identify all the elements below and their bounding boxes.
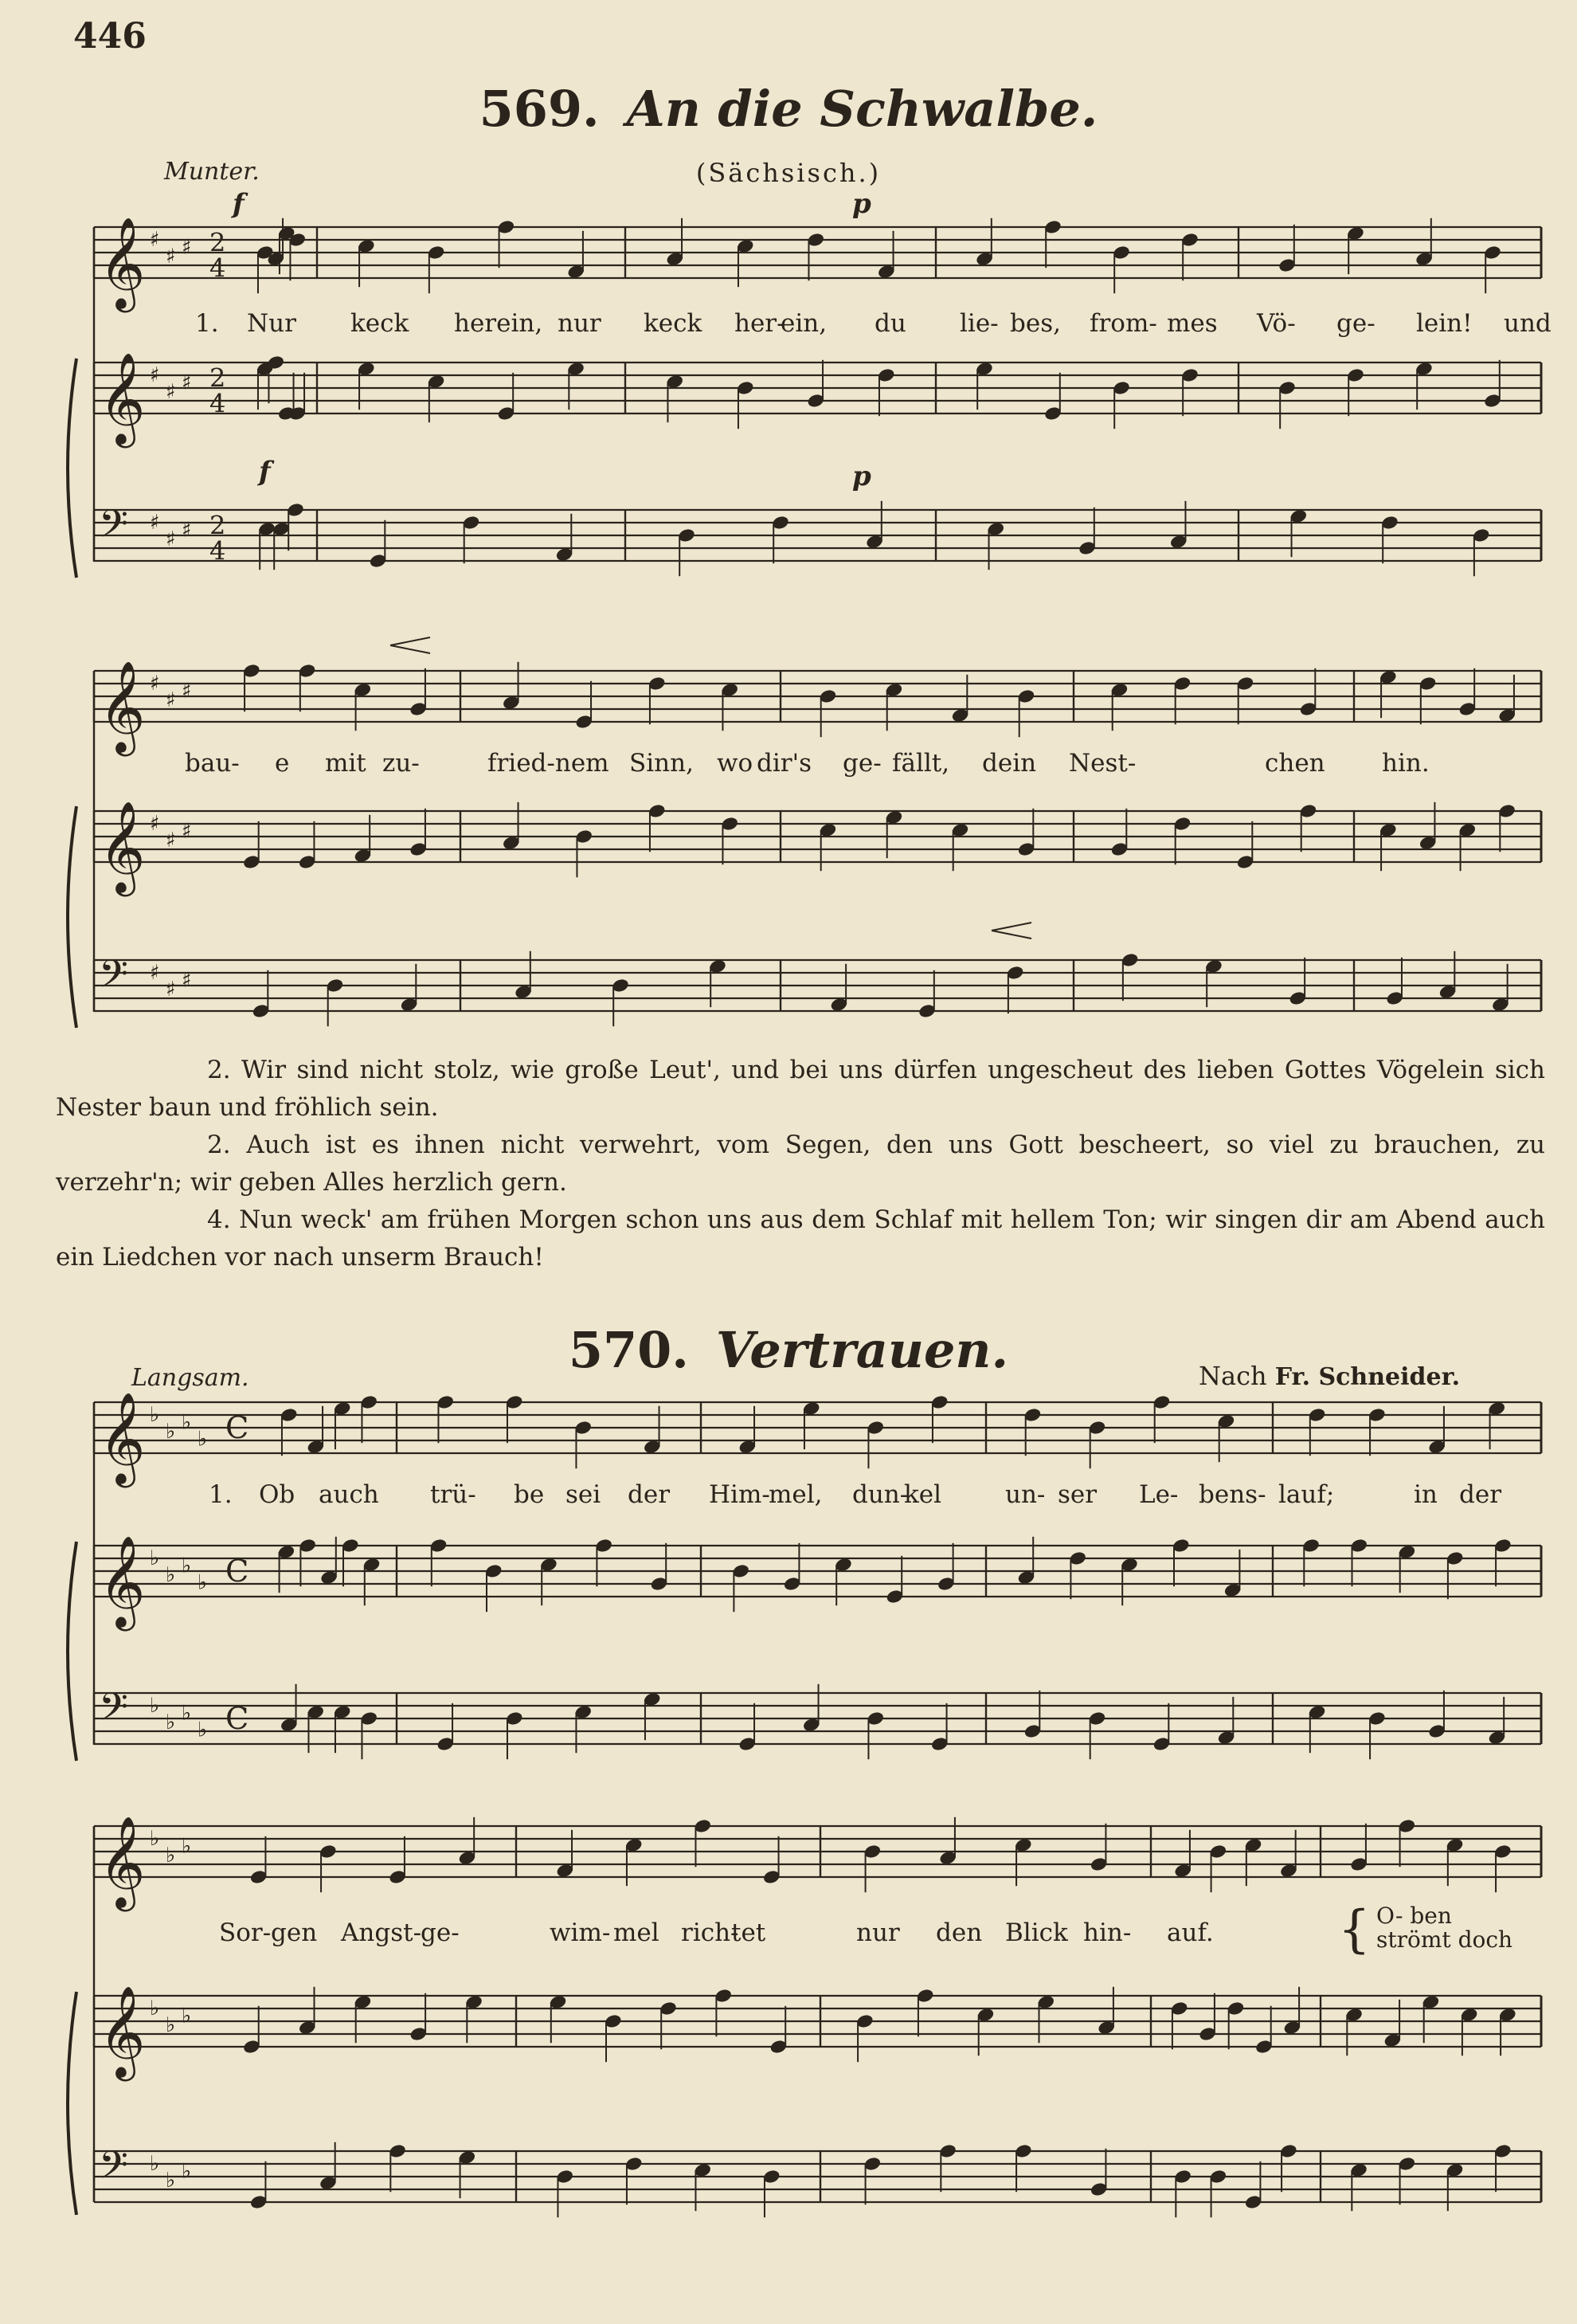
flat-icon: ♭ — [166, 2168, 176, 2193]
sharp-icon: ♯ — [150, 363, 160, 387]
lyric-syllable: ge- — [843, 749, 882, 778]
lyric-alt-1: O- ben — [1376, 1903, 1452, 1929]
lyric-syllable: Him- — [709, 1480, 770, 1509]
lyric-syllable: lauf; — [1278, 1480, 1335, 1509]
flat-icon: ♭ — [166, 1562, 176, 1587]
flat-icon: ♭ — [182, 1834, 192, 1859]
common-time-icon: C — [225, 1700, 249, 1737]
lyric-syllable: Sinn, — [629, 749, 694, 778]
sharp-icon: ♯ — [182, 819, 192, 844]
staff — [94, 671, 1541, 722]
time-sig-numerator: 2 — [209, 510, 226, 541]
lyric-syllable: Vö- — [1257, 309, 1296, 338]
lyric-syllable: dein — [982, 749, 1037, 778]
song-570-number: 570. — [568, 1321, 689, 1379]
staff — [94, 510, 1541, 561]
flat-icon: ♭ — [150, 1546, 160, 1570]
sharp-icon: ♯ — [166, 828, 176, 852]
lyric-syllable: mes — [1167, 309, 1218, 338]
bass-clef-icon: 𝄢 — [99, 2143, 129, 2197]
lyric-syllable: du — [875, 309, 906, 338]
staff — [94, 1996, 1541, 2047]
flat-icon: ♭ — [182, 1554, 192, 1578]
lyric-syllable: nur — [558, 309, 601, 338]
lyric-syllable: Nur — [247, 309, 296, 338]
lyric-syllable: wim- — [550, 1918, 611, 1947]
flat-icon: ♭ — [166, 2012, 176, 2037]
flat-icon: ♭ — [150, 1997, 160, 2020]
flat-icon: ♭ — [198, 1427, 208, 1452]
verse-4: 4. Nun weck' am frühen Morgen schon uns aus dem Schlaf mit hellem Ton; wir singen dir am Abend auch ein Liedchen vor nach unserm Brauch! — [56, 1205, 1545, 1272]
lyric-syllable: chen — [1265, 749, 1325, 778]
system-brace — [68, 359, 76, 578]
lyric-syllable: un- — [1005, 1480, 1046, 1509]
staff — [94, 1826, 1541, 1877]
song-569-subtitle: (Sächsisch.) — [695, 158, 882, 188]
sharp-icon: ♯ — [182, 968, 192, 993]
page-number: 446 — [73, 16, 147, 57]
common-time-icon: C — [225, 1409, 249, 1446]
sharp-icon: ♯ — [150, 228, 160, 252]
lyric-syllable: hin. — [1382, 749, 1430, 778]
sharp-icon: ♯ — [166, 688, 176, 712]
lyric-syllable: Le- — [1139, 1480, 1179, 1509]
lyric-syllable: ge- — [421, 1918, 460, 1947]
sharp-icon: ♯ — [166, 977, 176, 1001]
flat-icon: ♭ — [198, 1570, 208, 1595]
lyric-syllable: hin- — [1083, 1918, 1132, 1947]
time-sig-denominator: 4 — [209, 535, 226, 566]
staff — [94, 811, 1541, 862]
lyric-syllable: den — [936, 1918, 983, 1947]
lyric-syllable: Nest- — [1069, 749, 1137, 778]
system-brace — [68, 806, 76, 1028]
treble-clef-icon: 𝄞 — [99, 217, 146, 309]
time-sig-denominator: 4 — [209, 388, 226, 419]
dynamic-forte: f — [233, 188, 245, 220]
lyric-syllable: und — [1504, 309, 1552, 338]
treble-clef-icon: 𝄞 — [99, 1816, 146, 1908]
lyric-syllable: gen — [271, 1918, 318, 1947]
staff — [94, 1546, 1541, 1597]
lyric-syllable: mit — [325, 749, 366, 778]
song-570-name: Vertrauen. — [715, 1321, 1009, 1379]
lyric-syllable: e — [275, 749, 290, 778]
sharp-icon: ♯ — [150, 511, 160, 535]
lyric-syllable: der — [628, 1480, 671, 1509]
treble-clef-icon: 𝄞 — [99, 352, 146, 445]
flat-icon: ♭ — [150, 2152, 160, 2176]
system-brace — [68, 1992, 76, 2215]
lyric-syllable: wo — [717, 749, 753, 778]
lyric-syllable: dir's — [757, 749, 812, 778]
lyric-syllable: lein! — [1416, 309, 1473, 338]
lyric-syllable: Angst- — [341, 1918, 422, 1947]
crescendo-icon — [390, 637, 430, 653]
lyric-syllable: zu- — [382, 749, 420, 778]
bass-clef-icon: 𝄢 — [99, 502, 129, 556]
flat-icon: ♭ — [150, 1827, 160, 1851]
lyric-syllable: rich- — [681, 1918, 739, 1947]
lyric-syllable: ge- — [1336, 309, 1375, 338]
sharp-icon: ♯ — [166, 244, 176, 268]
flat-icon: ♭ — [150, 1403, 160, 1427]
curly-brace-icon: { — [1338, 1900, 1371, 1959]
lyric-syllable: from- — [1090, 309, 1157, 338]
lyric-syllable: be — [514, 1480, 545, 1509]
dynamic-forte: f — [259, 456, 271, 488]
sharp-icon: ♯ — [182, 235, 192, 260]
flat-icon: ♭ — [182, 1701, 192, 1726]
staff — [94, 1693, 1541, 1744]
dynamic-piano: p — [852, 188, 871, 220]
lyric-syllable: trü- — [430, 1480, 476, 1509]
flat-icon: ♭ — [182, 2004, 192, 2028]
treble-clef-icon: 𝄞 — [99, 1985, 146, 2078]
verse-3: 2. Auch ist es ihnen nicht verwehrt, vom Segen, den uns Gott bescheert, so viel zu brauchen, zu verzehr'n; wir geben Alles herzlich gern. — [56, 1131, 1545, 1197]
flat-icon: ♭ — [182, 2159, 192, 2184]
lyric-syllable: ein, — [781, 309, 828, 338]
lyric-syllable: ser — [1058, 1480, 1098, 1509]
composer-name: Fr. Schneider. — [1274, 1363, 1461, 1391]
time-sig-numerator: 2 — [209, 363, 226, 394]
common-time-icon: C — [225, 1553, 249, 1589]
flat-icon: ♭ — [150, 1694, 160, 1718]
lyric-syllable: bens- — [1199, 1480, 1266, 1509]
lyric-syllable: mel — [613, 1918, 659, 1947]
staff — [94, 960, 1541, 1011]
staff — [94, 2151, 1541, 2202]
lyric-syllable: sei — [565, 1480, 601, 1509]
lyric-syllable: bes, — [1010, 309, 1061, 338]
lyric-syllable: herein, — [454, 309, 543, 338]
lyric-syllable: 1. — [195, 309, 219, 338]
lyric-syllable: her- — [734, 309, 785, 338]
lyric-syllable: auch — [319, 1480, 379, 1509]
song-570-tempo: Langsam. — [131, 1364, 249, 1392]
lyric-syllable: 1. — [209, 1480, 233, 1509]
treble-clef-icon: 𝄞 — [99, 801, 146, 893]
bass-clef-icon: 𝄢 — [99, 1685, 129, 1739]
lyric-syllable: tet — [731, 1918, 766, 1947]
dynamic-piano: p — [852, 460, 871, 492]
lyric-syllable: lie- — [960, 309, 999, 338]
sharp-icon: ♯ — [150, 812, 160, 836]
lyric-syllable: mel, — [769, 1480, 823, 1509]
lyric-syllable: dun- — [852, 1480, 909, 1509]
lyric-syllable: in — [1414, 1480, 1438, 1509]
song-569-name: An die Schwalbe. — [626, 80, 1098, 138]
flat-icon: ♭ — [182, 1410, 192, 1435]
lyric-syllable: Sor- — [219, 1918, 272, 1947]
lyric-syllable: kel — [904, 1480, 942, 1509]
sharp-icon: ♯ — [166, 527, 176, 551]
time-sig-denominator: 4 — [209, 253, 226, 284]
lyric-syllable: fällt, — [892, 749, 950, 778]
treble-clef-icon: 𝄞 — [99, 1535, 146, 1628]
sharp-icon: ♯ — [166, 379, 176, 404]
sharp-icon: ♯ — [150, 672, 160, 696]
lyric-syllable: keck — [350, 309, 409, 338]
treble-clef-icon: 𝄞 — [99, 1392, 146, 1484]
sharp-icon: ♯ — [182, 370, 192, 395]
flat-icon: ♭ — [166, 1843, 176, 1867]
system-brace — [68, 1542, 76, 1761]
lyric-syllable: auf. — [1167, 1918, 1214, 1947]
flat-icon: ♭ — [198, 1718, 208, 1742]
sharp-icon: ♯ — [182, 679, 192, 703]
sharp-icon: ♯ — [150, 961, 160, 985]
lyric-syllable: Blick — [1005, 1918, 1068, 1947]
flat-icon: ♭ — [166, 1419, 176, 1444]
song-569-number: 569. — [479, 80, 600, 138]
lyric-syllable: Ob — [259, 1480, 295, 1509]
crescendo-icon — [992, 923, 1031, 939]
flat-icon: ♭ — [166, 1710, 176, 1734]
sharp-icon: ♯ — [182, 518, 192, 543]
lyric-syllable: nur — [856, 1918, 900, 1947]
lyric-syllable: fried-nem — [487, 749, 609, 778]
lyric-syllable: bau- — [185, 749, 240, 778]
lyric-syllable: der — [1459, 1480, 1502, 1509]
treble-clef-icon: 𝄞 — [99, 660, 146, 753]
verse-2: 2. Wir sind nicht stolz, wie große Leut', und bei uns dürfen ungescheut des lieben Gottes Vögelein sich Nester baun und fröhlich sein. — [56, 1056, 1545, 1122]
lyric-alt-2: strömt doch — [1376, 1926, 1513, 1953]
song-569-tempo: Munter. — [164, 158, 260, 186]
time-sig-numerator: 2 — [209, 227, 226, 258]
lyric-syllable: keck — [644, 309, 702, 338]
bass-clef-icon: 𝄢 — [99, 952, 129, 1006]
composer-prefix: Nach — [1199, 1361, 1267, 1391]
